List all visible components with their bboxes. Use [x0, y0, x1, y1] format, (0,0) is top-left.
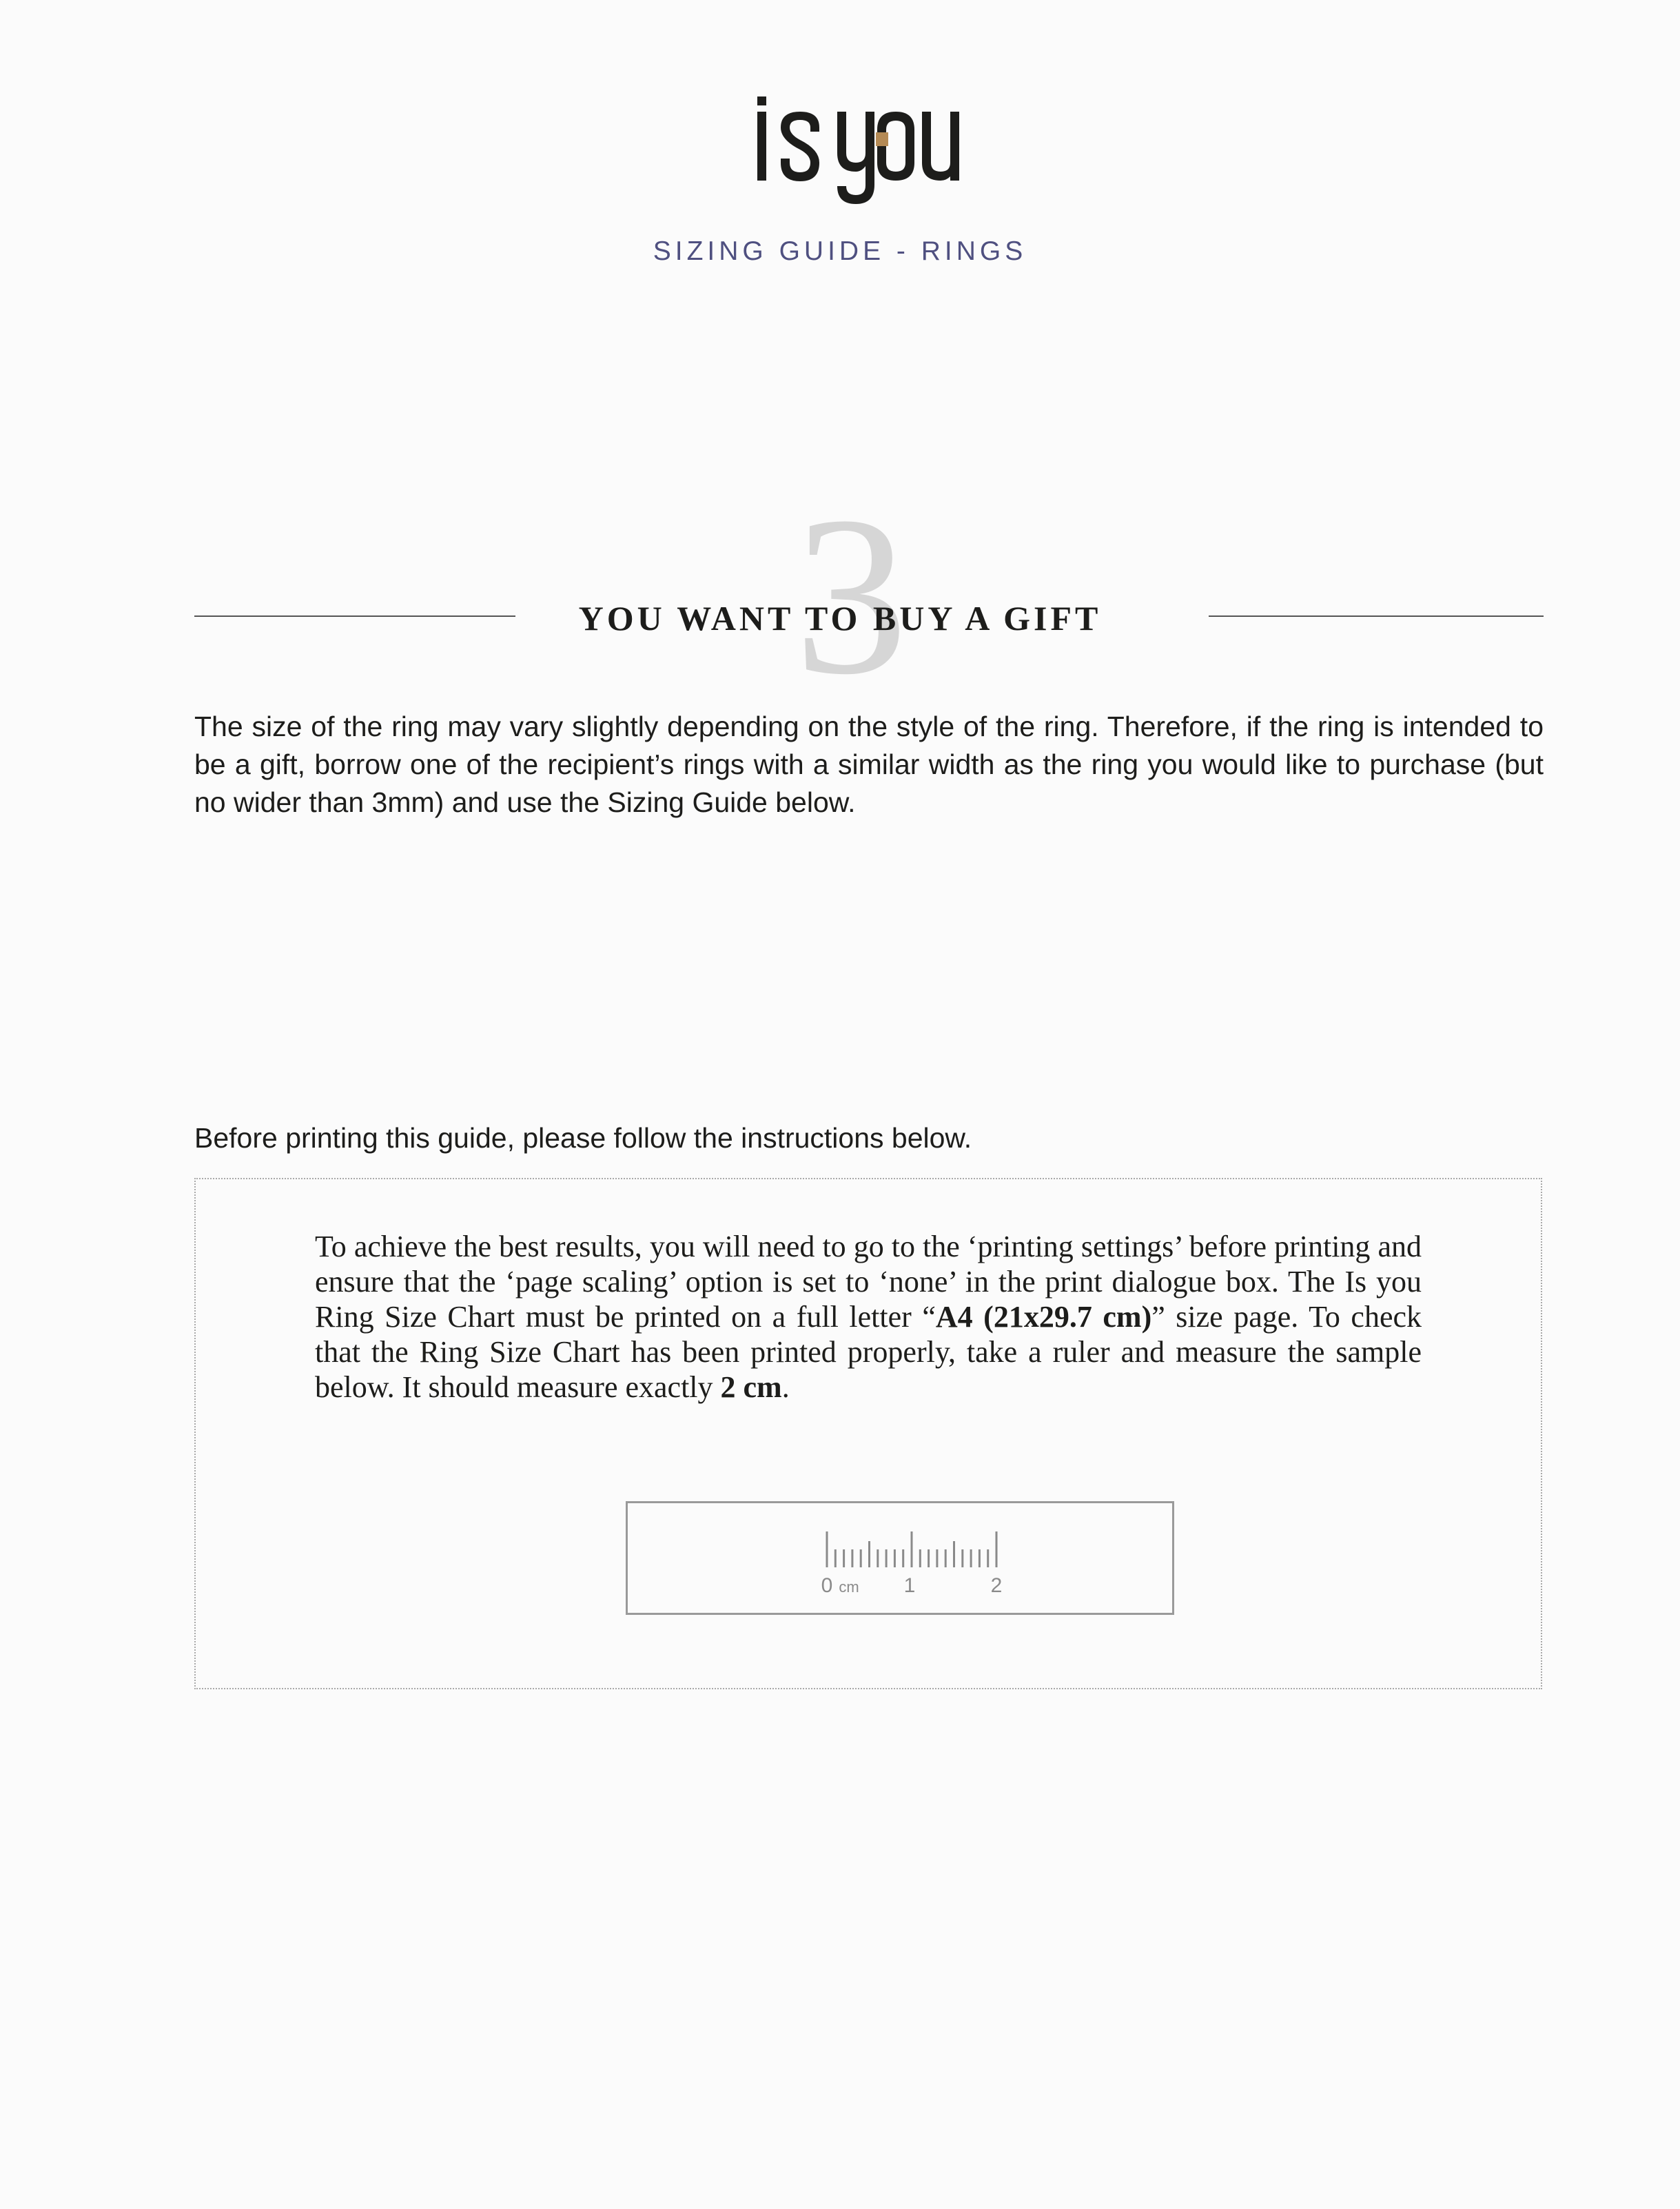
page-subtitle: SIZING GUIDE - RINGS [653, 236, 1027, 266]
is-you-logo [755, 90, 961, 207]
ruler-label-2: 2 [990, 1574, 1003, 1597]
instructions-part-3: . [781, 1370, 790, 1404]
printing-instructions [315, 1229, 1422, 1405]
ruler-ticks [827, 1531, 996, 1567]
ruler-label-0: 0 [821, 1574, 833, 1597]
printing-intro: Before printing this guide, please follow the instructions below. [194, 1122, 972, 1154]
measure-value: 2 cm [720, 1370, 782, 1404]
paper-size: A4 (21x29.7 cm) [935, 1300, 1152, 1334]
section-heading: YOU WANT TO BUY A GIFT [578, 599, 1102, 638]
section-number: 3 [794, 470, 908, 722]
instructions-part-1: To achieve the best results, you will need to go to the ‘printing settings’ before printing and ensure that the ‘page scaling’ option is set to ‘none’ in the print dialogue box. The Is you Ring Size Chart must be printed on a full letter “ [315, 1230, 1422, 1334]
gift-paragraph: The size of the ring may vary slightly depending on the style of the ring. Therefore, if the ring is intended to be a gift, borrow one of the recipient’s rings with a similar width as the ring you would like to purchase (but no wider than 3mm) and use the Sizing Guide below. [194, 711, 1544, 818]
ruler-unit: cm [839, 1578, 859, 1596]
ruler-sample [806, 1523, 1013, 1599]
logo-accent-mark [876, 132, 888, 146]
instructions-part-2: ” size page. To check that the Ring Size Chart has been printed properly, take a ruler and measure the sample below. It should measure exactly [315, 1300, 1422, 1404]
ruler-label-1: 1 [903, 1574, 916, 1597]
